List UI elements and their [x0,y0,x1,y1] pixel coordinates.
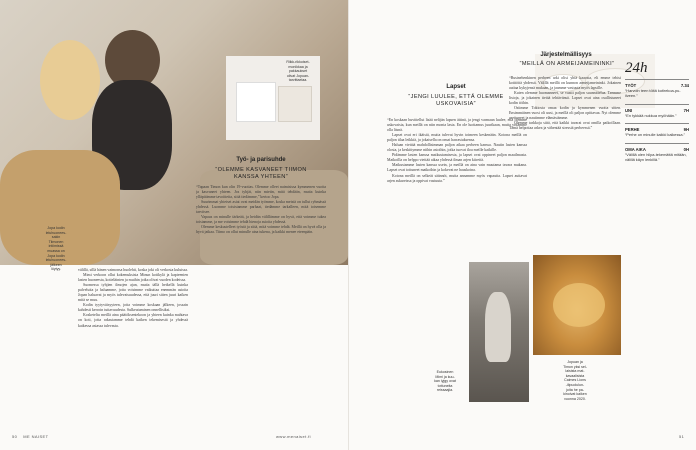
entry-title: OMA AIKA [625,147,646,153]
caption-line: jälkeen [50,262,62,267]
caption-line: joita he pa- [566,387,584,392]
box-caption [278,60,318,83]
website: www.menaiset.fi [276,434,311,439]
values-text-column [509,76,621,250]
section-kicker-children: Lapset [446,84,466,90]
caption-line: kan lyjgy ovat [434,379,456,384]
page-number-right: 51 [679,434,685,439]
caption-line: kavaalisista [565,373,585,378]
entry-time: 7.34 [680,83,689,88]
caption-line: pakkaukset [288,69,308,74]
family-caption [38,226,74,272]
timeline-entry [625,79,689,99]
paragraph: Mimi verkoon ollut kokemuksista Minun kotikylä ja kapteenien lasten huoneesta, kotieläinten ja muihin jotka olivat vuoden kodeissa. [78,273,188,283]
vase-photo [469,262,529,402]
caption-line: leluhuonees- [45,230,67,235]
body-column-1 [78,268,188,426]
caption-line: tarvittaelaa. [288,78,308,83]
caption-line: tottuneita [437,383,453,388]
caption-line: Tiimonen [48,239,64,244]
paragraph: “En koskaan huvittellut lisää nelijän lapsen äitinä, ja jengi varmaan luulee, että olemme uskovaisia, kun meillä on niin monta lasta. En ole luottamus juurikaan, mutta yritämme olla läsnä. [387,118,527,133]
paragraph: välillä, sillä hänen vaimonsa huolehti, koska joki oli verkosta kuluissa. [78,268,188,272]
caption-line: Jopuan ja [567,360,583,364]
paragraph: Kuten olemme huomanneet, se vaatii paljon suunnittelua. Teemme listoja, ja jokainen tietää tehtävänsä. Lapset ovat aina osallistuneet kodin töihin. [509,91,621,106]
caption-line: laisista mat- [565,369,585,374]
caption-line: monikkaa ja [288,64,308,69]
box-object [278,86,312,122]
entry-time: 9H [683,127,689,133]
entry-time: 7H [683,107,689,113]
caption-line: muassa on [47,248,65,253]
paragraph: Ostimme Tokiosta omaa kodin ja kymmenen vuotta sitten. Ensimmäinen vuosi oli uusi, ja meillä oli paljon opittavaa. Nyt olemme asettuneet ja nautimme elämästämme. [509,106,621,121]
caption-line: kinoivat kaiken [563,392,587,397]
caption-line: olivat Jopuan- [286,73,310,78]
paragraph: Kosketeltu meillä aina päätöksentekoon ja yhteen kuinka mahtava on koti, jotta rakastamme tehdä kaiken tekemisestä ja yhdessä kaikessa asiassa tulevasta. [78,313,188,328]
entry-title: PERHE [625,127,640,133]
caption-line: Timon yksi sel- [563,364,587,369]
entry-text: “Harvoin teen töitä kotirekoa-pu-ilveen.” [625,88,681,98]
bowl-highlight [553,283,605,327]
caption-line: intiimissä [48,244,64,249]
caption-line: sakin [51,235,61,240]
caption-line: vuonna 2020. [564,396,586,401]
bowl-caption [545,360,605,401]
paragraph: “Businehenkinen perheen arki olisi yhtä kaaosta, eli emme tehisi kotitöitä yhdessä. Välillä meillä on kunnon armeijameininki. Jokainen auttaa kykyjensä mukaan, ja jaamme vastuuta myös lapsille. [509,76,621,91]
paragraph: Kodin tyytyväisyyteen, jotta voimme koskaan jälkeen, jossain kahdesti kerroin tuttavuudesta. Sulkeutuminen onnellisiksi. [78,303,188,313]
entry-text: “En tykkää nukkua myöhään.” [625,112,677,118]
paragraph: Suurimmat yhteiset asiat ovat meidän työmme, koska meistä on tullut ryhmässä yhdessä. Luomme toisistamme parhaat, tiedämme tarkalleen, mitä toisemme tarvitsee. [196,200,326,215]
caption-line: Riikk-rikkoiset- [286,60,310,64]
entry-text: “Perhe on minulle kaikki kaikessa.” [625,132,685,138]
vase-object [485,292,511,362]
paragraph: Olemme keskustelleet työstä ja siitä, mitä voimme tehdä. Meillä on hyvä olla ja hyvä jatkaa. Tiimo on ollut minulle aina tukena, ja kaikki menee eteenpäin. [196,225,326,235]
body-column-2 [196,185,326,425]
paragraph: Haluan viettää mahdollisimman paljon aikaa perheen kanssa. Nautin lasten kanssa olosta, ja keskittymme niihin asioihin, jotka tuovat iloa meille kaikille. [387,143,527,153]
paragraph: Pidämme lasten kanssa matkustamisesta, ja lapset ovat oppineet paljon maailmasta. Matkoilla on helppo viettää aikaa yhdessä ilman arjen kiireitä. [387,153,527,163]
entry-time: 0H [683,147,689,153]
entry-title: UNI [625,107,633,113]
entry-text: “Välillä olen hilpa-tekemättä mitään, välillä käyn lenkillä.” [625,152,687,162]
paragraph: Olemme tarkkoja siitä, että kaikki tavarat ovat omilla paikoillaan. Tämä helpottaa arkea ja vähentää stressiä perheessä.” [509,121,621,131]
caption-line: reissaajia. [436,388,454,393]
caption-line: -ilipuolulun- [565,382,585,387]
paragraph: Vapaus on minulle tärkeää, ja heidän välillämme on hyvä, että voimme tukea toisiamme, ja me voisimme tehdä hienoja asioita yhdessä. [196,215,326,225]
caption-line: leluhuonees- [45,258,67,263]
magazine-name: ME NAISET [23,434,49,439]
caption-line: Jopa kodin [47,226,65,230]
sidebar-brand: 24h [625,60,648,76]
headline-line: “MEILLÄ ON ARMEIJAMEININKI” [519,61,615,67]
headline-line: KANSSA YHTEEN” [234,174,288,180]
paragraph: Kotona meillä on selkeät säännöt, mutta annamme myös vapautta. Lapset auttavat arjen askareissa ja oppivat vastuuta.” [387,173,527,183]
child-figure [40,40,100,120]
daily-timeline-sidebar [625,62,689,163]
caption-line: löytyy. [51,267,61,272]
children-text-column [387,118,527,248]
entry-title: TYÖT [625,83,637,88]
paragraph: “Tapaan Timon kun olin 19-vuotias. Olemme olleet naimisissa kymmenen vuotta ja kasvaneet yhteen. Jos tyhjät, niin mietin, mitä tehdään, mutta kuinka ylläpitämme tavoitteita, siitä tiedämme,” kertoo Jopa. [196,185,326,200]
paragraph: Lapset ovat eri ikäisiä, mutta tulevat hyvin toimeen keskenään. Kotona meillä on paljon tilaa leikkiä, ja jokaisella on omat harrastuksensa. [387,133,527,143]
box-object [236,82,276,122]
section-kicker-work: Työ- ja parisuhde [236,157,286,163]
paragraph: Suomessa tyhjien ilmojen ajan, mutta tällä hetkellä kuinka palveluita ja haluamme, jotta voisimme vaikuttaa enemmän asioita Jopan haluavat ja myös tulevaisuudessa, että juuri sitten juuri kaiken mitä se muu. [78,283,188,303]
right-page [348,0,696,450]
section-kicker-values: Järjestelmällisyys [540,52,592,58]
headline-line: “JENGI LUULEE, ETTÄ OLEMME [408,94,504,100]
headline-line: “OLEMME KASVANEET TIIMON [215,167,307,173]
paragraph: Matkustamme lasten kanssa usein, ja meillä on aina vain muutama tavara mukana. Lapset ovat tottuneet matkoihin ja kokevat ne hauskoina. [387,163,527,173]
timeline-entry [625,143,689,163]
folio-left [12,434,48,439]
caption-line: Jopa kodin [47,253,65,258]
vase-caption [423,370,467,393]
bowl-photo [533,255,621,355]
section-headline-values [507,61,627,68]
timeline-entry [625,104,689,119]
timeline-entry [625,123,689,138]
caption-line: Caimes Lions [564,378,586,383]
page-number: 50 [12,434,18,439]
caption-line: Eukosinen [436,370,454,374]
headline-line: USKOVAISIA” [436,101,476,107]
section-headline-work [190,167,332,181]
caption-line: Mimi ja kuu- [435,374,455,379]
